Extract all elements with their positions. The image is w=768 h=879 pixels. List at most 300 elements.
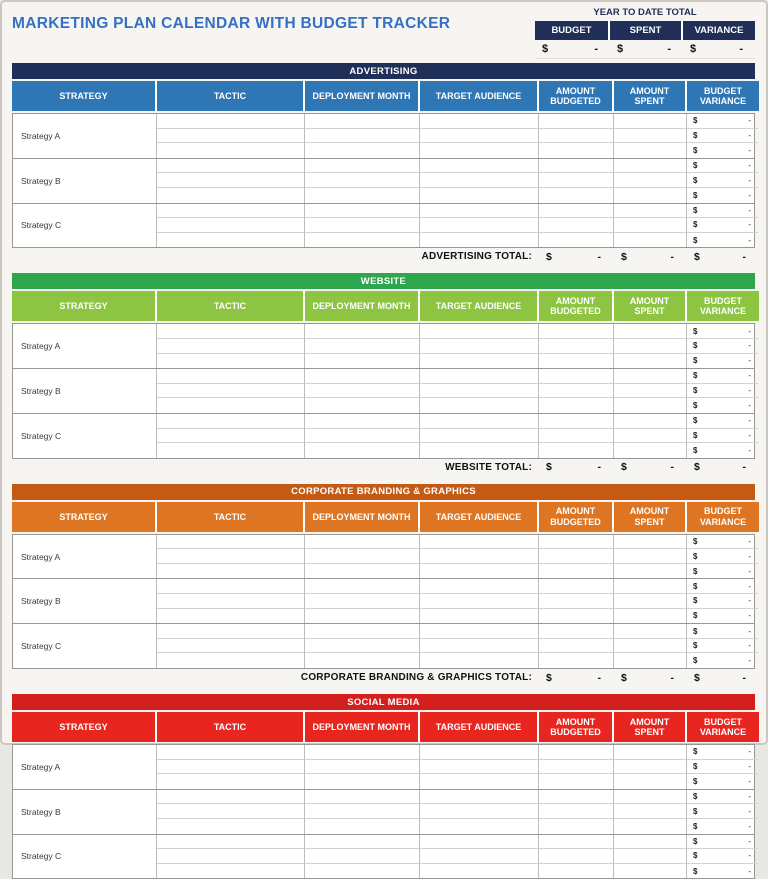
empty-amount: - [670,250,674,263]
cell-deployment-month[interactable] [305,354,420,369]
cell-strategy[interactable]: Strategy A [13,114,157,158]
cell-tactic[interactable] [157,114,305,129]
empty-amount: - [597,461,601,474]
cell-strategy[interactable]: Strategy A [13,535,157,579]
cell-budget-variance [687,790,758,805]
currency-symbol: $ [694,461,700,474]
cell-target-audience[interactable] [420,233,539,248]
column-header-amount-spent: AMOUNT SPENT [614,291,687,321]
section-title-website: WEBSITE [12,273,755,289]
cell-budget-variance [687,549,758,564]
cell-target-audience[interactable] [420,188,539,203]
cell-amount-budgeted[interactable] [539,790,614,805]
cell-tactic[interactable] [157,819,305,834]
cell-target-audience[interactable] [420,218,539,233]
cell-strategy[interactable]: Strategy C [13,414,157,458]
cell-target-audience[interactable] [420,564,539,579]
cell-tactic[interactable] [157,354,305,369]
column-header-tactic: TACTIC [157,291,305,321]
cell-budget-variance [687,173,758,188]
cell-amount-spent[interactable] [614,790,687,805]
cell-amount-spent[interactable] [614,443,687,458]
cell-tactic[interactable] [157,339,305,354]
currency-symbol: $ [693,761,698,771]
strategy-group [13,114,754,159]
strategy-group [13,624,754,668]
cell-target-audience[interactable] [420,339,539,354]
cell-target-audience[interactable] [420,159,539,174]
cell-strategy[interactable]: Strategy B [13,790,157,834]
cell-amount-budgeted[interactable] [539,218,614,233]
cell-amount-spent[interactable] [614,819,687,834]
currency-symbol: $ [621,250,627,263]
cell-amount-budgeted[interactable] [539,384,614,399]
cell-deployment-month[interactable] [305,143,420,158]
cell-deployment-month[interactable] [305,204,420,219]
cell-target-audience[interactable] [420,849,539,864]
cell-budget-variance [687,414,758,429]
total-variance [687,251,759,263]
currency-symbol: $ [693,821,698,831]
cell-tactic[interactable] [157,745,305,760]
column-header-budget-variance: BUDGET VARIANCE [687,502,759,532]
ytd-values-row [535,40,755,59]
empty-amount: - [748,821,751,831]
cell-amount-budgeted[interactable] [539,639,614,654]
cell-amount-spent[interactable] [614,864,687,879]
currency-symbol: $ [693,566,698,576]
cell-amount-budgeted[interactable] [539,188,614,203]
cell-tactic[interactable] [157,398,305,413]
strategy-group [13,745,754,790]
cell-amount-spent[interactable] [614,594,687,609]
cell-amount-spent[interactable] [614,218,687,233]
cell-budget-variance [687,384,758,399]
cell-tactic[interactable] [157,849,305,864]
cell-tactic[interactable] [157,609,305,624]
cell-amount-spent[interactable] [614,760,687,775]
cell-strategy[interactable]: Strategy A [13,745,157,789]
cell-strategy[interactable]: Strategy A [13,324,157,368]
section-advertising [12,63,755,265]
cell-deployment-month[interactable] [305,414,420,429]
currency-symbol: $ [693,130,698,140]
currency-symbol: $ [693,806,698,816]
strategy-group [13,204,754,248]
cell-amount-spent[interactable] [614,774,687,789]
cell-amount-spent[interactable] [614,653,687,668]
cell-amount-spent[interactable] [614,354,687,369]
cell-amount-budgeted[interactable] [539,579,614,594]
cell-target-audience[interactable] [420,594,539,609]
currency-symbol: $ [693,445,698,455]
cell-amount-budgeted[interactable] [539,369,614,384]
cell-tactic[interactable] [157,369,305,384]
cell-deployment-month[interactable] [305,384,420,399]
empty-amount: - [748,641,751,651]
cell-amount-budgeted[interactable] [539,324,614,339]
cell-budget-variance [687,218,758,233]
cell-tactic[interactable] [157,129,305,144]
cell-amount-budgeted[interactable] [539,143,614,158]
cell-amount-budgeted[interactable] [539,594,614,609]
empty-amount: - [748,326,751,336]
ytd-header-spent: SPENT [610,21,683,40]
empty-amount: - [748,145,751,155]
cell-target-audience[interactable] [420,609,539,624]
cell-strategy[interactable]: Strategy B [13,579,157,623]
cell-target-audience[interactable] [420,173,539,188]
cell-strategy[interactable]: Strategy C [13,624,157,668]
cell-tactic[interactable] [157,624,305,639]
total-spent [614,251,687,263]
column-header-deployment-month: DEPLOYMENT MONTH [305,81,420,111]
cell-deployment-month[interactable] [305,819,420,834]
cell-tactic[interactable] [157,790,305,805]
currency-symbol: $ [693,430,698,440]
cell-amount-spent[interactable] [614,414,687,429]
cell-deployment-month[interactable] [305,849,420,864]
cell-amount-budgeted[interactable] [539,549,614,564]
cell-amount-spent[interactable] [614,173,687,188]
cell-target-audience[interactable] [420,384,539,399]
ytd-value-spent [610,40,683,59]
page-header [2,2,766,63]
cell-tactic[interactable] [157,835,305,850]
cell-amount-spent[interactable] [614,384,687,399]
cell-tactic[interactable] [157,594,305,609]
cell-amount-spent[interactable] [614,835,687,850]
currency-symbol: $ [546,250,552,263]
cell-budget-variance [687,398,758,413]
empty-amount: - [748,581,751,591]
cell-amount-budgeted[interactable] [539,564,614,579]
cell-tactic[interactable] [157,639,305,654]
column-header-amount-budgeted: AMOUNT BUDGETED [539,81,614,111]
cell-tactic[interactable] [157,535,305,550]
ytd-label: YEAR TO DATE TOTAL [593,7,697,18]
cell-amount-budgeted[interactable] [539,339,614,354]
cell-amount-budgeted[interactable] [539,535,614,550]
cell-budget-variance [687,760,758,775]
cell-amount-budgeted[interactable] [539,443,614,458]
cell-deployment-month[interactable] [305,429,420,444]
currency-symbol: $ [693,326,698,336]
currency-symbol: $ [693,161,698,171]
cell-strategy[interactable]: Strategy B [13,159,157,203]
cell-budget-variance [687,835,758,850]
cell-deployment-month[interactable] [305,609,420,624]
cell-target-audience[interactable] [420,369,539,384]
total-label-advertising: ADVERTISING TOTAL: [421,251,532,263]
cell-deployment-month[interactable] [305,653,420,668]
cell-amount-budgeted[interactable] [539,745,614,760]
column-header-amount-spent: AMOUNT SPENT [614,712,687,742]
cell-tactic[interactable] [157,653,305,668]
cell-target-audience[interactable] [420,790,539,805]
cell-amount-budgeted[interactable] [539,653,614,668]
column-header-strategy: STRATEGY [12,81,157,111]
cell-deployment-month[interactable] [305,114,420,129]
cell-amount-spent[interactable] [614,535,687,550]
cell-target-audience[interactable] [420,549,539,564]
cell-tactic[interactable] [157,188,305,203]
cell-amount-budgeted[interactable] [539,835,614,850]
cell-amount-budgeted[interactable] [539,233,614,248]
column-header-target-audience: TARGET AUDIENCE [420,81,539,111]
cell-budget-variance [687,609,758,624]
cell-tactic[interactable] [157,564,305,579]
cell-amount-budgeted[interactable] [539,429,614,444]
empty-amount: - [748,761,751,771]
currency-symbol: $ [542,43,549,55]
column-header-row-social-media [12,712,755,742]
cell-deployment-month[interactable] [305,218,420,233]
cell-amount-budgeted[interactable] [539,864,614,879]
cell-strategy[interactable]: Strategy C [13,835,157,879]
cell-amount-spent[interactable] [614,324,687,339]
currency-symbol: $ [693,777,698,787]
strategy-group [13,835,754,879]
cell-amount-budgeted[interactable] [539,760,614,775]
cell-amount-spent[interactable] [614,564,687,579]
cell-tactic[interactable] [157,384,305,399]
cell-deployment-month[interactable] [305,804,420,819]
cell-deployment-month[interactable] [305,159,420,174]
cell-deployment-month[interactable] [305,835,420,850]
column-header-strategy: STRATEGY [12,502,157,532]
cell-amount-budgeted[interactable] [539,774,614,789]
cell-amount-budgeted[interactable] [539,159,614,174]
cell-deployment-month[interactable] [305,324,420,339]
cell-amount-spent[interactable] [614,233,687,248]
cell-budget-variance [687,564,758,579]
cell-amount-budgeted[interactable] [539,204,614,219]
cell-amount-budgeted[interactable] [539,609,614,624]
cell-deployment-month[interactable] [305,549,420,564]
empty-amount: - [748,536,751,546]
cell-tactic[interactable] [157,143,305,158]
cell-deployment-month[interactable] [305,188,420,203]
column-header-budget-variance: BUDGET VARIANCE [687,712,759,742]
cell-amount-budgeted[interactable] [539,624,614,639]
column-header-budget-variance: BUDGET VARIANCE [687,81,759,111]
cell-budget-variance [687,429,758,444]
section-title-social-media: SOCIAL MEDIA [12,694,755,710]
cell-tactic[interactable] [157,159,305,174]
total-row-corporate-branding-graphics [12,669,755,686]
empty-amount: - [748,161,751,171]
cell-deployment-month[interactable] [305,594,420,609]
cell-deployment-month[interactable] [305,864,420,879]
cell-budget-variance [687,745,758,760]
empty-amount: - [748,551,751,561]
cell-amount-spent[interactable] [614,549,687,564]
cell-budget-variance [687,233,758,248]
total-budgeted [539,672,614,684]
cell-amount-spent[interactable] [614,624,687,639]
cell-tactic[interactable] [157,864,305,879]
cell-tactic[interactable] [157,549,305,564]
cell-tactic[interactable] [157,324,305,339]
cell-deployment-month[interactable] [305,398,420,413]
cell-target-audience[interactable] [420,804,539,819]
cell-amount-spent[interactable] [614,339,687,354]
cell-target-audience[interactable] [420,653,539,668]
cell-deployment-month[interactable] [305,624,420,639]
empty-amount: - [742,671,746,684]
currency-symbol: $ [694,671,700,684]
ytd-header-budget: BUDGET [535,21,610,40]
cell-budget-variance [687,204,758,219]
cell-target-audience[interactable] [420,639,539,654]
cell-amount-budgeted[interactable] [539,414,614,429]
cell-tactic[interactable] [157,233,305,248]
section-social-media [12,694,755,879]
cell-tactic[interactable] [157,443,305,458]
cell-amount-spent[interactable] [614,143,687,158]
cell-tactic[interactable] [157,579,305,594]
cell-deployment-month[interactable] [305,535,420,550]
cell-deployment-month[interactable] [305,639,420,654]
cell-tactic[interactable] [157,429,305,444]
cell-budget-variance [687,324,758,339]
cell-target-audience[interactable] [420,835,539,850]
cell-deployment-month[interactable] [305,760,420,775]
column-header-row-website [12,291,755,321]
total-row-advertising [12,248,755,265]
empty-amount: - [748,596,751,606]
empty-amount: - [739,43,743,55]
section-title-advertising: ADVERTISING [12,63,755,79]
cell-target-audience[interactable] [420,114,539,129]
cell-deployment-month[interactable] [305,339,420,354]
currency-symbol: $ [693,641,698,651]
cell-tactic[interactable] [157,204,305,219]
currency-symbol: $ [693,626,698,636]
cell-tactic[interactable] [157,173,305,188]
cell-target-audience[interactable] [420,443,539,458]
cell-deployment-month[interactable] [305,745,420,760]
cell-amount-spent[interactable] [614,188,687,203]
cell-amount-budgeted[interactable] [539,114,614,129]
empty-amount: - [748,566,751,576]
empty-amount: - [748,175,751,185]
cell-target-audience[interactable] [420,429,539,444]
cell-target-audience[interactable] [420,324,539,339]
total-spent [614,461,687,473]
cell-strategy[interactable]: Strategy B [13,369,157,413]
cell-budget-variance [687,114,758,129]
cell-tactic[interactable] [157,760,305,775]
cell-target-audience[interactable] [420,414,539,429]
cell-amount-spent[interactable] [614,159,687,174]
cell-amount-budgeted[interactable] [539,819,614,834]
cell-budget-variance [687,804,758,819]
cell-amount-spent[interactable] [614,398,687,413]
total-spent [614,672,687,684]
cell-deployment-month[interactable] [305,564,420,579]
cell-tactic[interactable] [157,804,305,819]
empty-amount: - [748,386,751,396]
cell-amount-spent[interactable] [614,579,687,594]
table-body-advertising [12,113,755,248]
cell-target-audience[interactable] [420,579,539,594]
cell-amount-spent[interactable] [614,849,687,864]
cell-target-audience[interactable] [420,745,539,760]
cell-amount-budgeted[interactable] [539,849,614,864]
currency-symbol: $ [693,836,698,846]
cell-target-audience[interactable] [420,774,539,789]
empty-amount: - [748,235,751,245]
cell-amount-spent[interactable] [614,114,687,129]
cell-budget-variance [687,143,758,158]
cell-target-audience[interactable] [420,143,539,158]
cell-tactic[interactable] [157,218,305,233]
empty-amount: - [748,416,751,426]
cell-deployment-month[interactable] [305,790,420,805]
currency-symbol: $ [693,220,698,230]
cell-target-audience[interactable] [420,864,539,879]
cell-deployment-month[interactable] [305,774,420,789]
cell-amount-spent[interactable] [614,804,687,819]
empty-amount: - [748,851,751,861]
cell-amount-spent[interactable] [614,639,687,654]
cell-amount-budgeted[interactable] [539,129,614,144]
cell-amount-budgeted[interactable] [539,173,614,188]
cell-deployment-month[interactable] [305,233,420,248]
cell-tactic[interactable] [157,414,305,429]
cell-target-audience[interactable] [420,398,539,413]
cell-deployment-month[interactable] [305,369,420,384]
currency-symbol: $ [693,356,698,366]
cell-budget-variance [687,849,758,864]
cell-amount-spent[interactable] [614,745,687,760]
cell-target-audience[interactable] [420,129,539,144]
empty-amount: - [748,116,751,126]
cell-amount-spent[interactable] [614,429,687,444]
empty-amount: - [670,461,674,474]
cell-strategy[interactable]: Strategy C [13,204,157,248]
cell-amount-spent[interactable] [614,369,687,384]
cell-deployment-month[interactable] [305,443,420,458]
column-header-row-advertising [12,81,755,111]
cell-target-audience[interactable] [420,204,539,219]
cell-deployment-month[interactable] [305,129,420,144]
cell-target-audience[interactable] [420,760,539,775]
empty-amount: - [748,656,751,666]
strategy-group [13,535,754,580]
cell-budget-variance [687,819,758,834]
cell-target-audience[interactable] [420,535,539,550]
currency-symbol: $ [693,536,698,546]
cell-target-audience[interactable] [420,354,539,369]
empty-amount: - [748,792,751,802]
cell-amount-budgeted[interactable] [539,354,614,369]
cell-amount-spent[interactable] [614,129,687,144]
cell-deployment-month[interactable] [305,579,420,594]
empty-amount: - [594,43,598,55]
cell-deployment-month[interactable] [305,173,420,188]
currency-symbol: $ [693,656,698,666]
cell-amount-budgeted[interactable] [539,804,614,819]
cell-amount-budgeted[interactable] [539,398,614,413]
cell-amount-spent[interactable] [614,609,687,624]
cell-tactic[interactable] [157,774,305,789]
cell-target-audience[interactable] [420,819,539,834]
cell-amount-spent[interactable] [614,204,687,219]
cell-target-audience[interactable] [420,624,539,639]
